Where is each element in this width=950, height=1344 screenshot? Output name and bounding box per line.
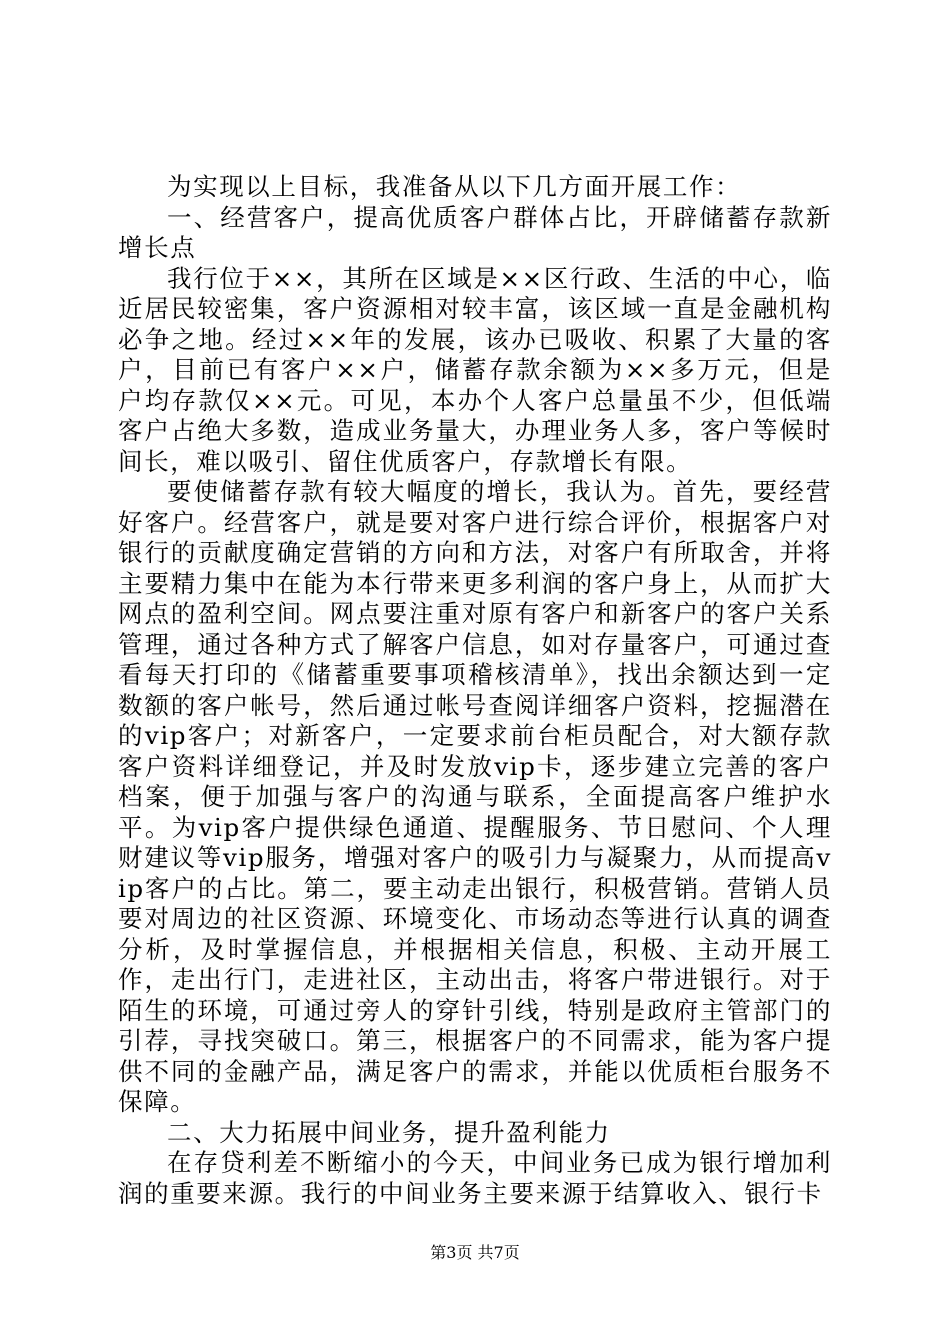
page-number-footer: 第3页 共7页 — [430, 1243, 520, 1262]
body-paragraph: 要使储蓄存款有较大幅度的增长，我认为。首先，要经营好客户。经营客户，就是要对客户进行综合评价，根据客户对银行的贡献度确定营销的方向和方法，对客户有所取舍，并将主要精力集中在能为本行带来更多利润的客户身上，从而扩大网点的盈利空间。网点要注重对原有客户和新客户的客户关系管理，通过各种方式了解客户信息，如对存量客户，可通过查看每天打印的《储蓄重要事项稽核清单》，找出余额达到一定数额的客户帐号，然后通过帐号查阅详细客户资料，挖掘潜在的vip客户；对新客户，一定要求前台柜员配合，对大额存款客户资料详细登记，并及时发放vip卡，逐步建立完善的客户档案，便于加强与客户的沟通与联系，全面提高客户维护水平。为vip客户提供绿色通道、提醒服务、节日慰问、个人理财建议等vip服务，增强对客户的吸引力与凝聚力，从而提高vip客户的占比。第二，要主动走出银行，积极营销。营销人员要对周边的社区资源、环境变化、市场动态等进行认真的调查分析，及时掌握信息，并根据相关信息，积极、主动开展工作，走出行门，走进社区，主动出击，将客户带进银行。对于陌生的环境，可通过旁人的穿针引线，特别是政府主管部门的引荐，寻找突破口。第三，根据客户的不同需求，能为客户提供不同的金融产品，满足客户的需求，并能以优质柜台服务不保障。 — [118, 477, 832, 1116]
section-one-heading: 一、经营客户，提高优质客户群体占比，开辟储蓄存款新增长点 — [118, 202, 832, 262]
body-paragraph: 我行位于××，其所在区域是××区行政、生活的中心，临近居民较密集，客户资源相对较丰富，该区域一直是金融机构必争之地。经过××年的发展，该办已吸收、积累了大量的客户，目前已有客户××户，储蓄存款余额为××多万元，但是户均存款仅××元。可见，本办个人客户总量虽不少，但低端客户占绝大多数，造成业务量大，办理业务人多，客户等候时间长，难以吸引、留住优质客户，存款增长有限。 — [118, 263, 832, 476]
intro-paragraph: 为实现以上目标，我准备从以下几方面开展工作： — [167, 172, 742, 201]
document-body — [118, 172, 832, 1209]
body-paragraph: 在存贷利差不断缩小的今天，中间业务已成为银行增加利润的重要来源。我行的中间业务主要来源于结算收入、银行卡 — [118, 1148, 832, 1208]
section-two-heading: 二、大力拓展中间业务，提升盈利能力 — [167, 1117, 611, 1147]
